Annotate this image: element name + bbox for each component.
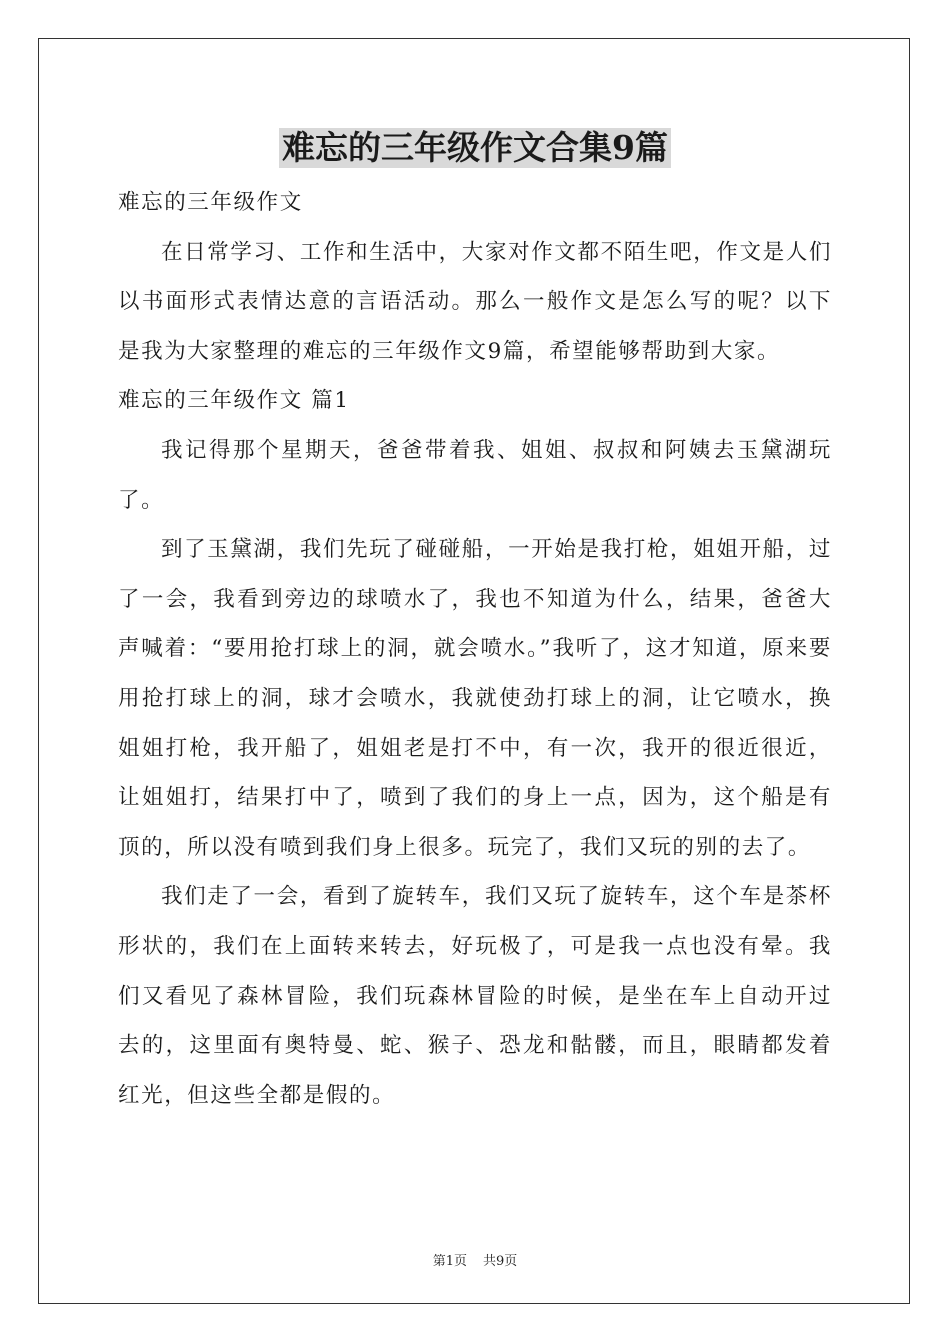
body-paragraph-1: 我记得那个星期天，爸爸带着我、姐姐、叔叔和阿姨去玉黛湖玩了。 [118, 437, 832, 513]
intro-paragraph: 在日常学习、工作和生活中，大家对作文都不陌生吧，作文是人们以书面形式表情达意的言语活动。那么一般作文是怎么写的呢？以下是我为大家整理的难忘的三年级作文9篇，希望能够帮助到大家。 [118, 239, 832, 364]
document-title: 难忘的三年级作文合集9篇 [279, 128, 671, 168]
document-body [118, 178, 832, 1120]
page-number: 第1页 [432, 1254, 467, 1269]
section-heading: 难忘的三年级作文 篇1 [118, 388, 350, 414]
page-total: 共9页 [483, 1254, 518, 1269]
title-container [0, 128, 950, 168]
document-subtitle: 难忘的三年级作文 [118, 190, 303, 215]
page-footer [0, 1250, 950, 1269]
body-paragraph-2: 到了玉黛湖，我们先玩了碰碰船，一开始是我打枪，姐姐开船，过了一会，我看到旁边的球喷水了，我也不知道为什么，结果，爸爸大声喊着：“要用抢打球上的洞，就会喷水。”我听了，这才知道，原来要用抢打球上的洞，球才会喷水，我就使劲打球上的洞，让它喷水，换姐姐打枪，我开船了，姐姐老是打不中，有一次，我开的很近很近，让姐姐打，结果打中了，喷到了我们的身上一点，因为，这个船是有顶的，所以没有喷到我们身上很多。玩完了，我们又玩的别的去了。 [118, 537, 832, 860]
body-paragraph-3: 我们走了一会，看到了旋转车，我们又玩了旋转车，这个车是茶杯形状的，我们在上面转来转去，好玩极了，可是我一点也没有晕。我们又看见了森林冒险，我们玩森林冒险的时候，是坐在车上自动开过去的，这里面有奥特曼、蛇、猴子、恐龙和骷髅，而且，眼睛都发着红光，但这些全都是假的。 [118, 884, 832, 1108]
